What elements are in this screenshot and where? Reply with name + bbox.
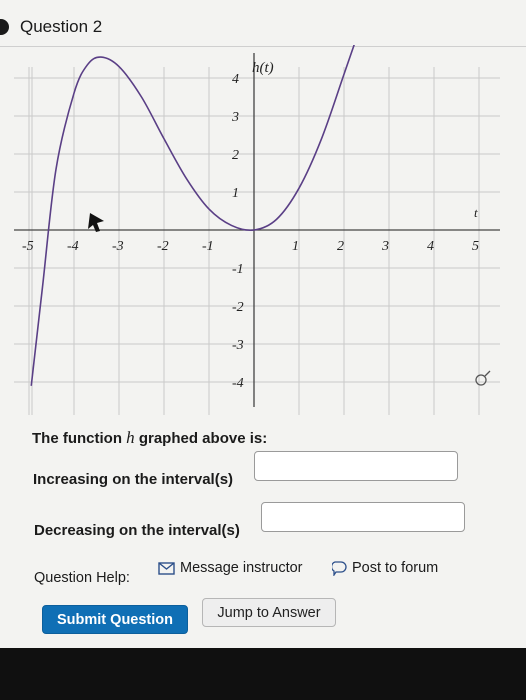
speech-bubble-icon xyxy=(332,561,347,576)
x-tick-label: -1 xyxy=(202,239,214,254)
x-tick-label: 1 xyxy=(292,239,299,254)
y-tick-label: -4 xyxy=(232,376,244,391)
question-header xyxy=(0,10,526,47)
decreasing-label: Decreasing on the interval(s) xyxy=(34,522,240,539)
question-prompt: The function h graphed above is: xyxy=(32,428,268,447)
t-axis-label: t xyxy=(474,205,478,220)
x-tick-label: -3 xyxy=(112,239,124,254)
question-status-dot-icon xyxy=(0,19,9,35)
y-tick-label: 2 xyxy=(232,148,239,163)
y-tick-label: 1 xyxy=(232,186,239,201)
y-tick-label: -3 xyxy=(232,338,244,353)
post-to-forum-link[interactable]: Post to forum xyxy=(332,560,438,576)
y-tick-label: -2 xyxy=(232,300,244,315)
decreasing-input[interactable] xyxy=(261,502,465,532)
function-curve xyxy=(31,45,360,386)
y-tick-labels xyxy=(231,72,244,391)
x-tick-label: -5 xyxy=(22,239,34,254)
submit-question-button[interactable]: Submit Question xyxy=(42,605,188,634)
increasing-label: Increasing on the interval(s) xyxy=(33,471,234,488)
x-tick-label: 3 xyxy=(382,239,389,254)
x-tick-label: 4 xyxy=(427,239,434,254)
envelope-icon xyxy=(158,562,175,575)
question-title: Question 2 xyxy=(20,17,103,36)
function-label: h(t) xyxy=(252,60,274,76)
increasing-input[interactable] xyxy=(254,451,458,481)
x-tick-label: 2 xyxy=(337,239,344,254)
y-tick-label: 4 xyxy=(232,72,239,87)
magnifier-icon[interactable] xyxy=(476,371,490,385)
mouse-cursor-icon xyxy=(88,213,104,232)
y-tick-label: -1 xyxy=(232,262,244,277)
function-graph xyxy=(0,45,526,425)
jump-to-answer-button[interactable]: Jump to Answer xyxy=(202,598,336,627)
message-instructor-link[interactable]: Message instructor xyxy=(158,560,303,576)
x-tick-label: -4 xyxy=(67,239,79,254)
x-tick-labels xyxy=(22,239,479,254)
x-tick-label: 5 xyxy=(472,239,479,254)
question-help-label: Question Help: xyxy=(34,570,130,586)
y-tick-label: 3 xyxy=(232,110,239,125)
x-tick-label: -2 xyxy=(157,239,169,254)
